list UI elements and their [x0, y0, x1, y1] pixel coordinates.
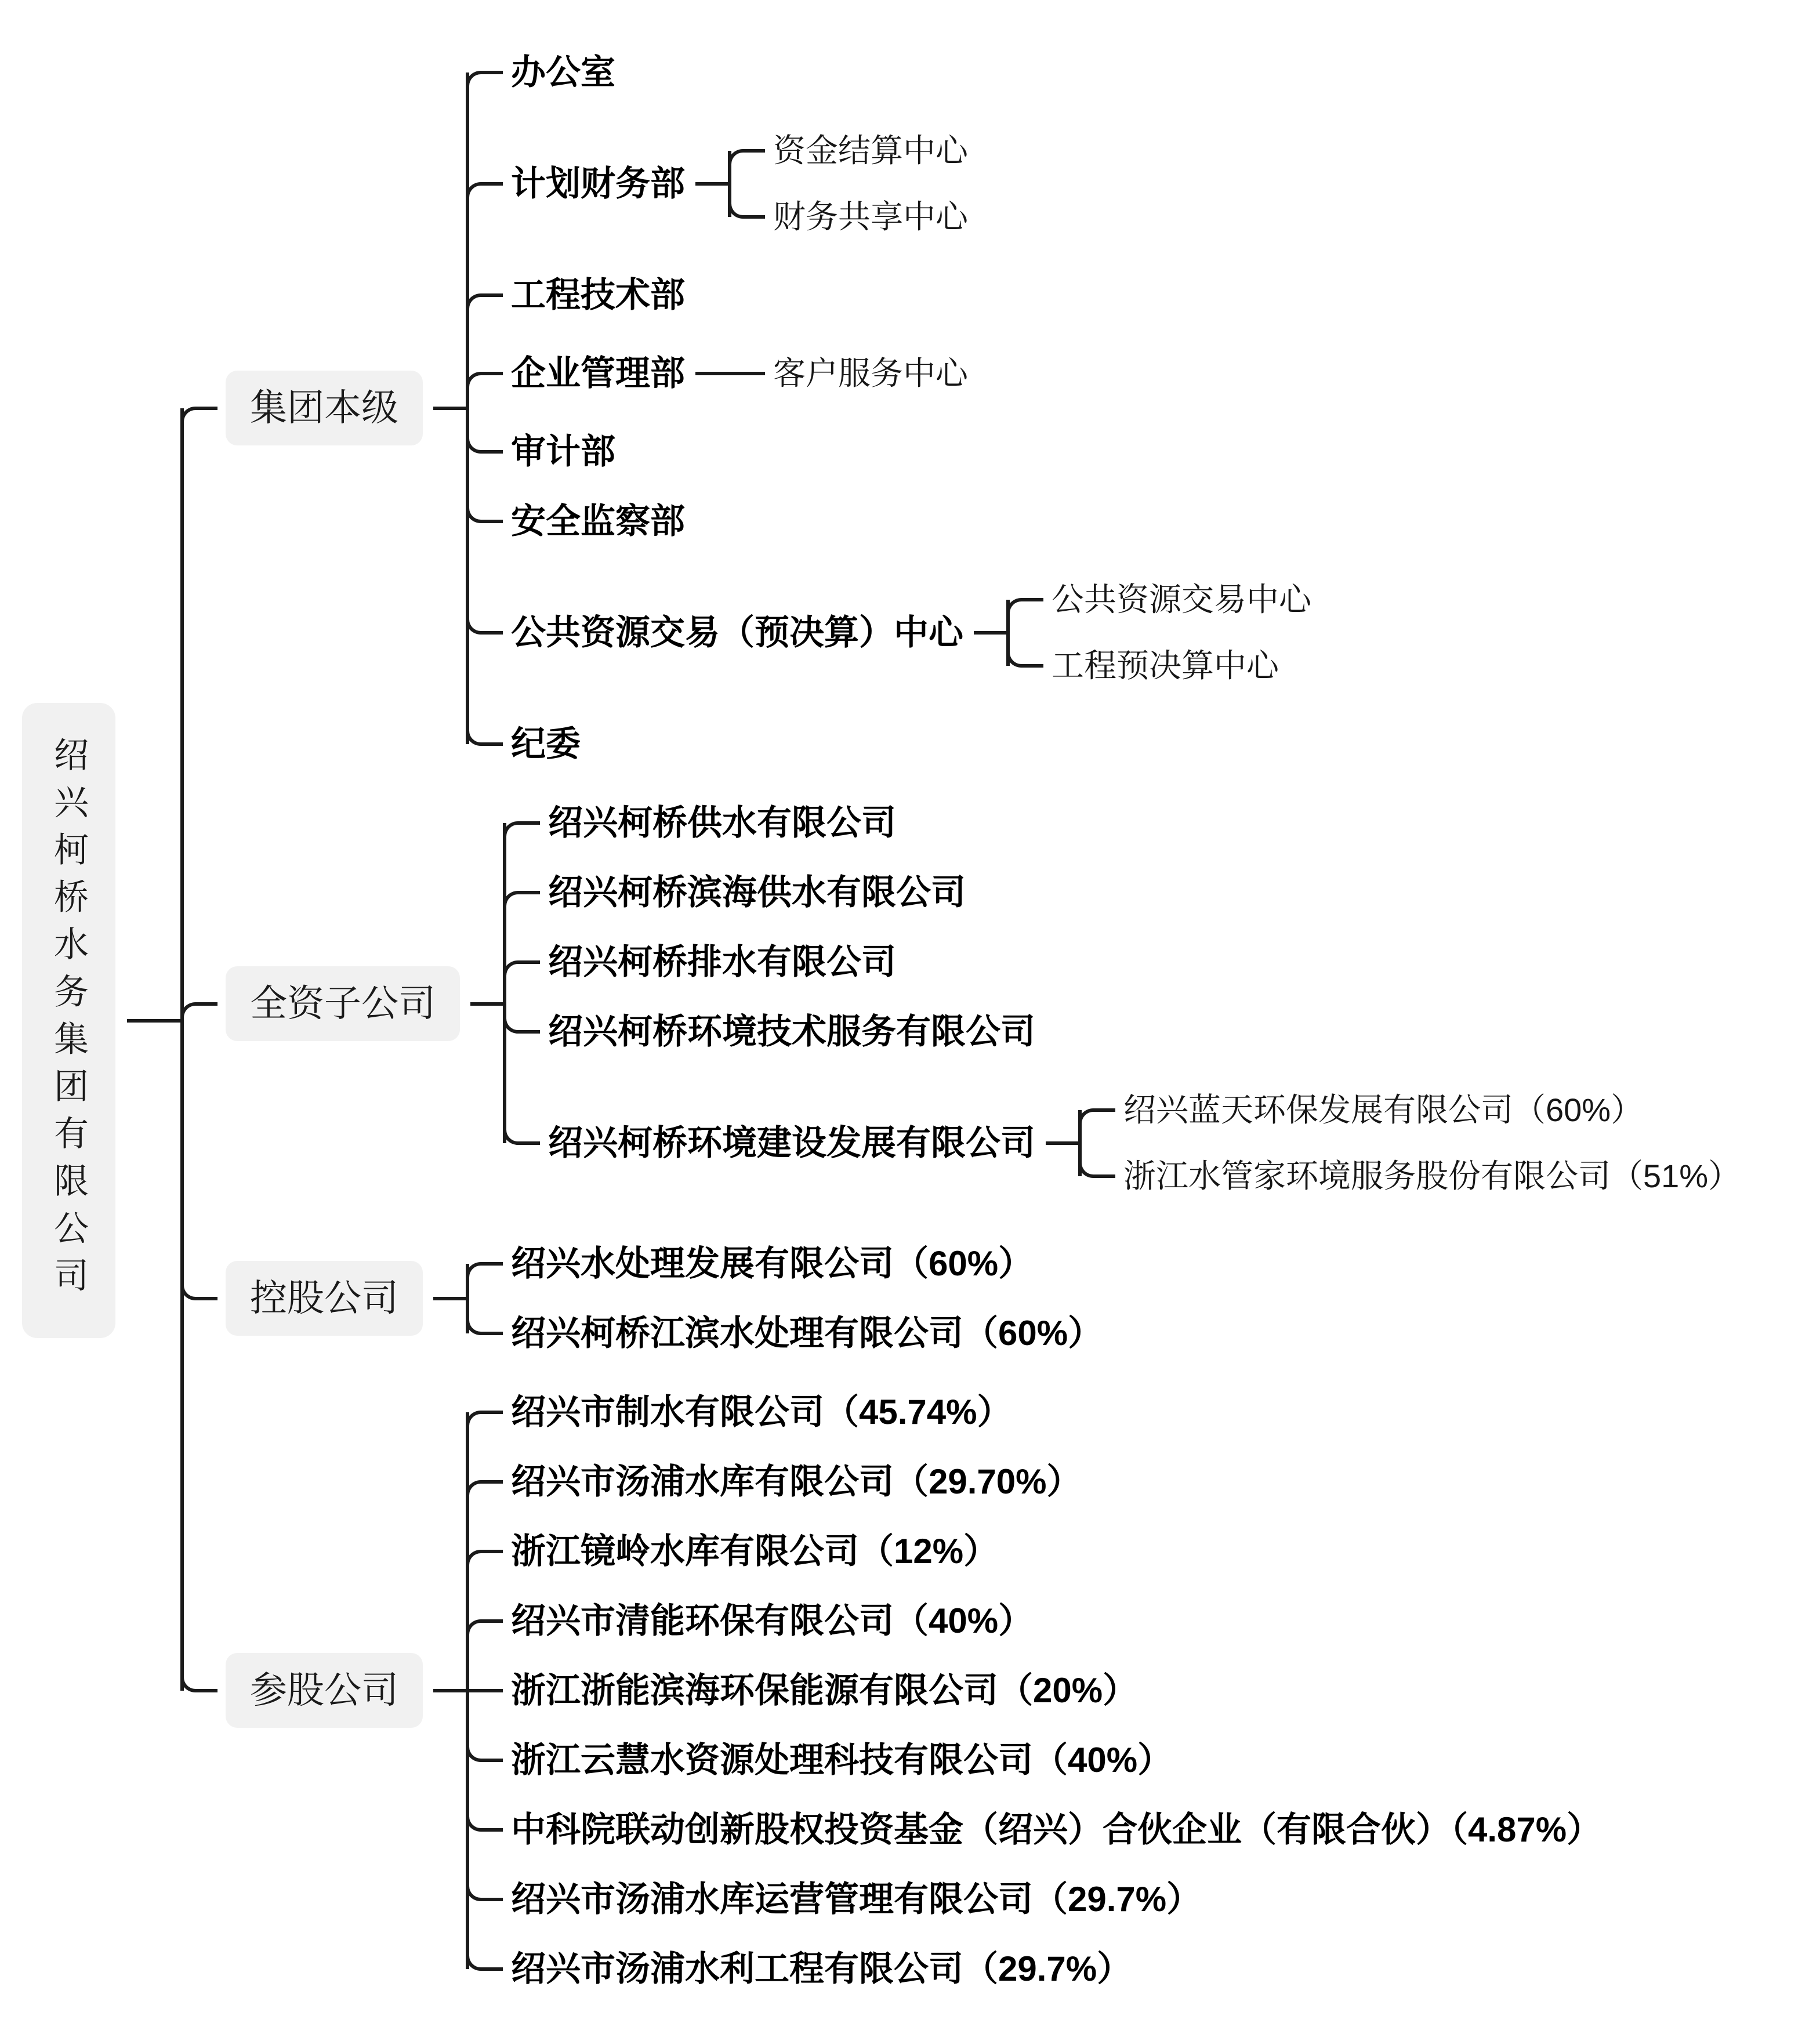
org-node-label: 绍兴蓝天环保发展有限公司（60%）: [1123, 1091, 1644, 1128]
org-node-label: 绍兴柯桥环境技术服务有限公司: [548, 1012, 1035, 1051]
org-branch: [466, 487, 1311, 556]
org-node-level-2: [511, 1945, 1132, 1993]
connector-elbow: [1006, 649, 1043, 668]
org-node-label: 工程技术部: [511, 275, 685, 314]
connector-elbow: [728, 149, 765, 168]
org-node-level-2: [511, 1597, 1033, 1645]
org-node-level-1: [226, 1261, 423, 1336]
org-node-label: 安全监察部: [511, 501, 685, 541]
connector-elbow: [180, 1674, 217, 1692]
org-branch: [180, 33, 1741, 784]
connector-line: [127, 1019, 180, 1023]
org-node-level-3: [1052, 643, 1279, 688]
org-node-level-2: [511, 1875, 1201, 1924]
connector-elbow: [503, 891, 540, 909]
connector-elbow: [1078, 1108, 1115, 1127]
children-group: [180, 33, 1741, 2009]
org-node-level-2: [511, 497, 685, 546]
org-branch: [466, 709, 1311, 779]
org-node-label: 绍兴市汤浦水库运营管理有限公司（29.7%）: [511, 1879, 1202, 1919]
org-branch: [466, 330, 1311, 417]
org-node-level-2: [511, 608, 963, 657]
org-branch: [503, 1067, 1741, 1220]
org-node-level-2: [511, 1527, 998, 1576]
connector-elbow: [466, 727, 503, 746]
connector-elbow: [503, 1015, 540, 1034]
org-node-level-2: [511, 720, 581, 768]
org-node-label: 绍兴柯桥水务集团有限公司: [49, 736, 88, 1305]
connector-elbow: [466, 182, 503, 201]
children-group: [466, 38, 1311, 779]
connector-elbow: [466, 1550, 503, 1568]
org-node-label: 浙江云慧水资源处理科技有限公司（40%）: [511, 1740, 1173, 1779]
org-node-label: 绍兴市汤浦水利工程有限公司（29.7%）: [511, 1949, 1132, 1988]
org-node-label: 浙江浙能滨海环保能源有限公司（20%）: [511, 1670, 1138, 1710]
org-node-level-2: [548, 938, 896, 987]
org-node-label: 企业管理部: [511, 353, 685, 393]
connector-elbow: [466, 1813, 503, 1832]
org-node-label: 绍兴柯桥环境建设发展有限公司: [548, 1123, 1035, 1162]
org-branch: [180, 1373, 1741, 2009]
connector-line: [695, 182, 728, 186]
org-node-label: 绍兴水处理发展有限公司（60%）: [511, 1244, 1034, 1283]
org-node-level-3: [773, 128, 968, 173]
connector-elbow: [728, 200, 765, 219]
children-group: [728, 118, 968, 250]
children-group: [466, 1377, 1601, 2004]
org-node-label: 公共资源交易（预决算）中心: [511, 612, 963, 652]
org-branch: [728, 184, 968, 250]
org-node-label: 审计部: [511, 432, 615, 471]
org-node-label: 集团本级: [250, 387, 398, 429]
org-branch: [728, 340, 968, 407]
org-node-label: 控股公司: [250, 1277, 398, 1319]
connector-elbow: [466, 505, 503, 523]
org-branch: [466, 38, 1311, 107]
org-node-level-1: [226, 371, 423, 445]
connector-line: [470, 1002, 503, 1006]
connector-elbow: [466, 1689, 503, 1692]
org-branch: [180, 784, 1741, 1224]
org-branch: [466, 260, 1311, 330]
org-branch: [1078, 1143, 1741, 1209]
connector-elbow: [1078, 1159, 1115, 1178]
connector-elbow: [180, 407, 217, 425]
org-branch: [466, 1656, 1601, 1725]
org-node-label: 资金结算中心: [773, 132, 968, 169]
org-node-level-2: [511, 1309, 1103, 1358]
org-node-level-2: [511, 271, 685, 320]
org-node-level-3: [773, 194, 968, 240]
org-branch: [466, 1447, 1601, 1517]
children-group: [503, 788, 1741, 1220]
org-branch: [466, 417, 1311, 487]
children-group: [728, 340, 968, 407]
connector-elbow: [466, 1619, 503, 1638]
connector-elbow: [466, 372, 503, 390]
connector-elbow: [503, 821, 540, 840]
org-node-level-2: [511, 48, 615, 97]
org-branch: [503, 997, 1741, 1067]
connector-elbow: [728, 372, 765, 375]
org-branch: [466, 1586, 1601, 1656]
connector-elbow: [466, 71, 503, 89]
org-node-label: 绍兴市制水有限公司（45.74%）: [511, 1392, 1012, 1431]
org-node-level-1: [226, 966, 460, 1041]
org-branch: [466, 1725, 1601, 1795]
connector-elbow: [466, 293, 503, 312]
org-node-label: 办公室: [511, 52, 615, 92]
org-branch: [503, 858, 1741, 927]
org-node-level-2: [548, 1119, 1035, 1168]
org-node-level-2: [511, 159, 685, 208]
org-node-label: 客户服务中心: [773, 354, 968, 391]
org-branch-root: [22, 33, 1741, 2009]
org-node-label: 财务共享中心: [773, 198, 968, 235]
org-node-label: 全资子公司: [250, 983, 436, 1025]
connector-line: [433, 1689, 466, 1692]
org-node-label: 纪委: [511, 724, 581, 763]
connector-elbow: [466, 1883, 503, 1901]
org-branch: [1078, 1077, 1741, 1143]
org-branch: [466, 107, 1311, 260]
org-branch: [466, 1795, 1601, 1865]
org-branch: [466, 1229, 1103, 1299]
org-node-label: 浙江镜岭水库有限公司（12%）: [511, 1531, 999, 1571]
org-node-level-1: [226, 1653, 423, 1728]
org-branch: [503, 927, 1741, 997]
org-node-label: 中科院联动创新股权投资基金（绍兴）合伙企业（有限合伙）（4.87%）: [511, 1810, 1602, 1849]
connector-elbow: [466, 1317, 503, 1335]
org-branch: [1006, 633, 1311, 699]
org-node-label: 绍兴柯桥滨海供水有限公司: [548, 872, 966, 912]
org-node-label: 绍兴柯桥江滨水处理有限公司（60%）: [511, 1313, 1103, 1353]
org-branch: [466, 556, 1311, 709]
connector-elbow: [1006, 598, 1043, 617]
children-group: [466, 1229, 1103, 1368]
org-node-level-2: [511, 349, 685, 398]
children-group: [1078, 1077, 1741, 1209]
org-root-node: [22, 703, 115, 1338]
org-node-level-2: [511, 1736, 1172, 1785]
connector-elbow: [466, 1952, 503, 1971]
org-node-label: 公共资源交易中心: [1052, 581, 1311, 618]
connector-elbow: [466, 1411, 503, 1429]
org-node-level-2: [511, 1806, 1601, 1854]
org-node-level-2: [548, 868, 966, 917]
org-node-level-2: [511, 1388, 1012, 1437]
org-branch: [466, 1865, 1601, 1934]
children-group: [1006, 567, 1311, 699]
org-node-level-2: [511, 1239, 1033, 1288]
connector-elbow: [466, 1480, 503, 1499]
connector-elbow: [466, 435, 503, 454]
org-node-level-2: [548, 799, 896, 847]
org-node-label: 绍兴柯桥供水有限公司: [548, 803, 896, 842]
connector-line: [1046, 1141, 1078, 1145]
org-node-level-3: [1123, 1087, 1643, 1133]
connector-elbow: [466, 616, 503, 635]
org-node-level-3: [1052, 577, 1311, 622]
org-node-level-2: [511, 1666, 1137, 1715]
org-branch: [503, 788, 1741, 858]
connector-elbow: [466, 1262, 503, 1281]
org-branch: [466, 1377, 1601, 1447]
org-branch: [466, 1517, 1601, 1586]
org-node-level-2: [548, 1007, 1035, 1056]
org-node-level-2: [511, 427, 615, 476]
org-node-level-3: [773, 351, 968, 396]
org-node-label: 绍兴市清能环保有限公司（40%）: [511, 1601, 1034, 1640]
connector-line: [695, 372, 728, 375]
connector-elbow: [466, 1743, 503, 1762]
connector-elbow: [503, 960, 540, 979]
connector-line: [974, 631, 1006, 635]
org-node-label: 绍兴柯桥排水有限公司: [548, 942, 896, 981]
org-node-label: 绍兴市汤浦水库有限公司（29.70%）: [511, 1462, 1082, 1501]
connector-line: [433, 407, 466, 410]
org-node-label: 参股公司: [250, 1669, 398, 1712]
connector-line: [433, 1297, 466, 1300]
connector-elbow: [503, 1126, 540, 1145]
org-node-level-3: [1123, 1154, 1741, 1199]
org-branch: [180, 1224, 1741, 1373]
connector-elbow: [180, 1282, 217, 1300]
org-branch: [466, 1299, 1103, 1368]
org-node-label: 浙江水管家环境服务股份有限公司（51%）: [1123, 1157, 1741, 1194]
org-branch: [466, 1934, 1601, 2004]
org-node-label: 工程预决算中心: [1052, 647, 1279, 684]
org-node-level-2: [511, 1458, 1082, 1506]
org-branch: [728, 118, 968, 184]
org-node-label: 计划财务部: [511, 164, 685, 203]
connector-elbow: [180, 1002, 217, 1021]
org-branch: [1006, 567, 1311, 633]
